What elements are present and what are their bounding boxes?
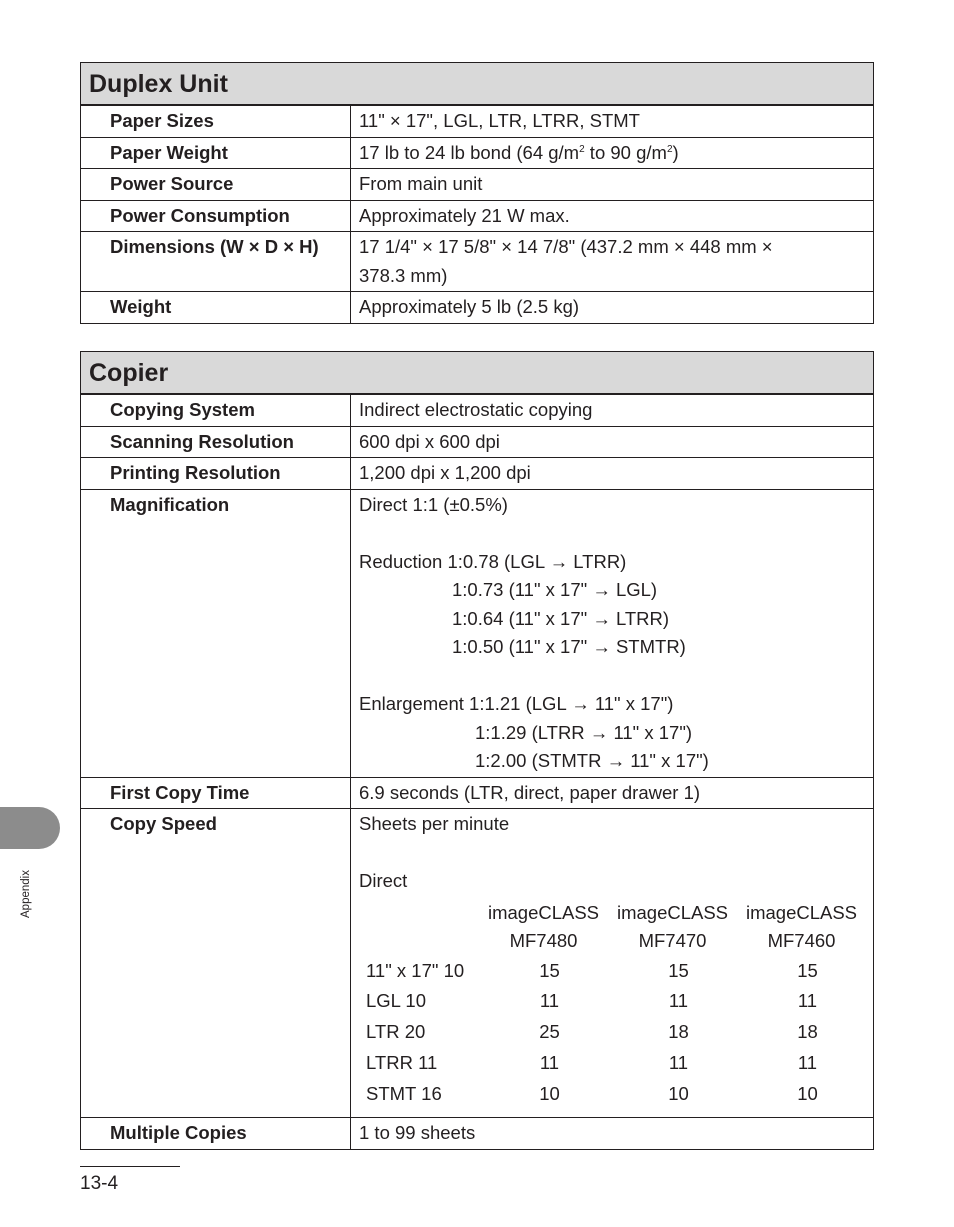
table-row: [81, 457, 873, 489]
table-row: [81, 200, 873, 232]
row-label: Magnification: [81, 490, 351, 777]
row-label: Dimensions (W × D × H): [81, 232, 351, 291]
copy-speed-header: imageCLASS MF7480 imageCLASS MF7470 imageCLASS MF7460: [487, 901, 858, 951]
row-label: Copy Speed: [81, 809, 351, 1117]
footer-divider: [80, 1166, 180, 1167]
side-section-label: Appendix: [20, 870, 32, 918]
page-number: 13-4: [80, 1173, 119, 1194]
section-title: Duplex Unit: [81, 63, 873, 105]
row-label: Printing Resolution: [81, 458, 351, 489]
table-row: [81, 1117, 873, 1149]
row-label: Paper Sizes: [81, 106, 351, 137]
copy-speed-mode: Direct: [359, 870, 408, 891]
row-label: Weight: [81, 292, 351, 323]
row-value: 1 to 99 sheets: [359, 1122, 476, 1144]
section-tab: [0, 807, 60, 849]
copier-table: [80, 351, 874, 1150]
table-row: [81, 137, 873, 169]
magnification-enlargement: 1:2.00 (STMTR → 11" x 17"): [475, 750, 709, 771]
magnification-reduction: Reduction 1:0.78 (LGL → LTRR): [359, 550, 627, 572]
row-value: Indirect electrostatic copying: [359, 399, 593, 420]
row-label: Copying System: [81, 395, 351, 426]
row-value: 600 dpi x 600 dpi: [359, 430, 500, 452]
row-value: From main unit: [359, 173, 483, 194]
table-row: [81, 489, 873, 777]
table-row: [81, 777, 873, 809]
magnification-reduction: 1:0.50 (11" x 17" → STMTR): [452, 636, 686, 657]
duplex-unit-table: [80, 62, 874, 324]
table-row: [81, 291, 873, 323]
row-value: 6.9 seconds (LTR, direct, paper drawer 1): [359, 781, 701, 803]
table-row: [81, 231, 873, 291]
row-value: Approximately 21 W max.: [359, 204, 570, 226]
copy-speed-row: 11" x 17" 10 15 15 15: [366, 959, 818, 981]
magnification-enlargement: Enlargement 1:1.21 (LGL → 11" x 17"): [359, 693, 674, 714]
row-value: 11" × 17", LGL, LTR, LTRR, STMT: [359, 110, 640, 131]
row-label: Power Source: [81, 169, 351, 200]
row-label: Multiple Copies: [81, 1118, 351, 1149]
copy-speed-row: LGL 10 11 11 11: [366, 990, 818, 1012]
row-label: Power Consumption: [81, 201, 351, 232]
copy-speed-row: LTR 20 25 18 18: [366, 1021, 818, 1043]
copy-speed-row: STMT 16 10 10 10: [366, 1082, 818, 1104]
magnification-enlargement: 1:1.29 (LTRR → 11" x 17"): [475, 721, 693, 743]
row-label: Paper Weight: [81, 138, 351, 169]
magnification-reduction: 1:0.64 (11" x 17" → LTRR): [452, 607, 670, 629]
magnification-direct: Direct 1:1 (±0.5%): [359, 493, 508, 515]
table-row: [81, 105, 873, 137]
table-row: [81, 808, 873, 1117]
copy-speed-unit: Sheets per minute: [359, 813, 510, 834]
row-value: [351, 809, 873, 1117]
table-row: [81, 394, 873, 426]
section-title: Copier: [81, 352, 873, 394]
table-row: [81, 168, 873, 200]
row-value: [351, 490, 873, 777]
table-row: [81, 426, 873, 458]
row-label: First Copy Time: [81, 778, 351, 809]
copy-speed-row: LTRR 11 11 11 11: [366, 1051, 818, 1073]
row-value: 1,200 dpi x 1,200 dpi: [359, 462, 531, 483]
row-value: Approximately 5 lb (2.5 kg): [359, 296, 580, 317]
magnification-reduction: 1:0.73 (11" x 17" → LGL): [452, 579, 658, 600]
row-value: 17 1/4" × 17 5/8" × 14 7/8" (437.2 mm × 448 mm × 378.3 mm): [359, 236, 773, 286]
row-value: 17 lb to 24 lb bond (64 $g/m^2$ to 90 $g/m^2$): [359, 141, 679, 163]
row-label: Scanning Resolution: [81, 427, 351, 458]
